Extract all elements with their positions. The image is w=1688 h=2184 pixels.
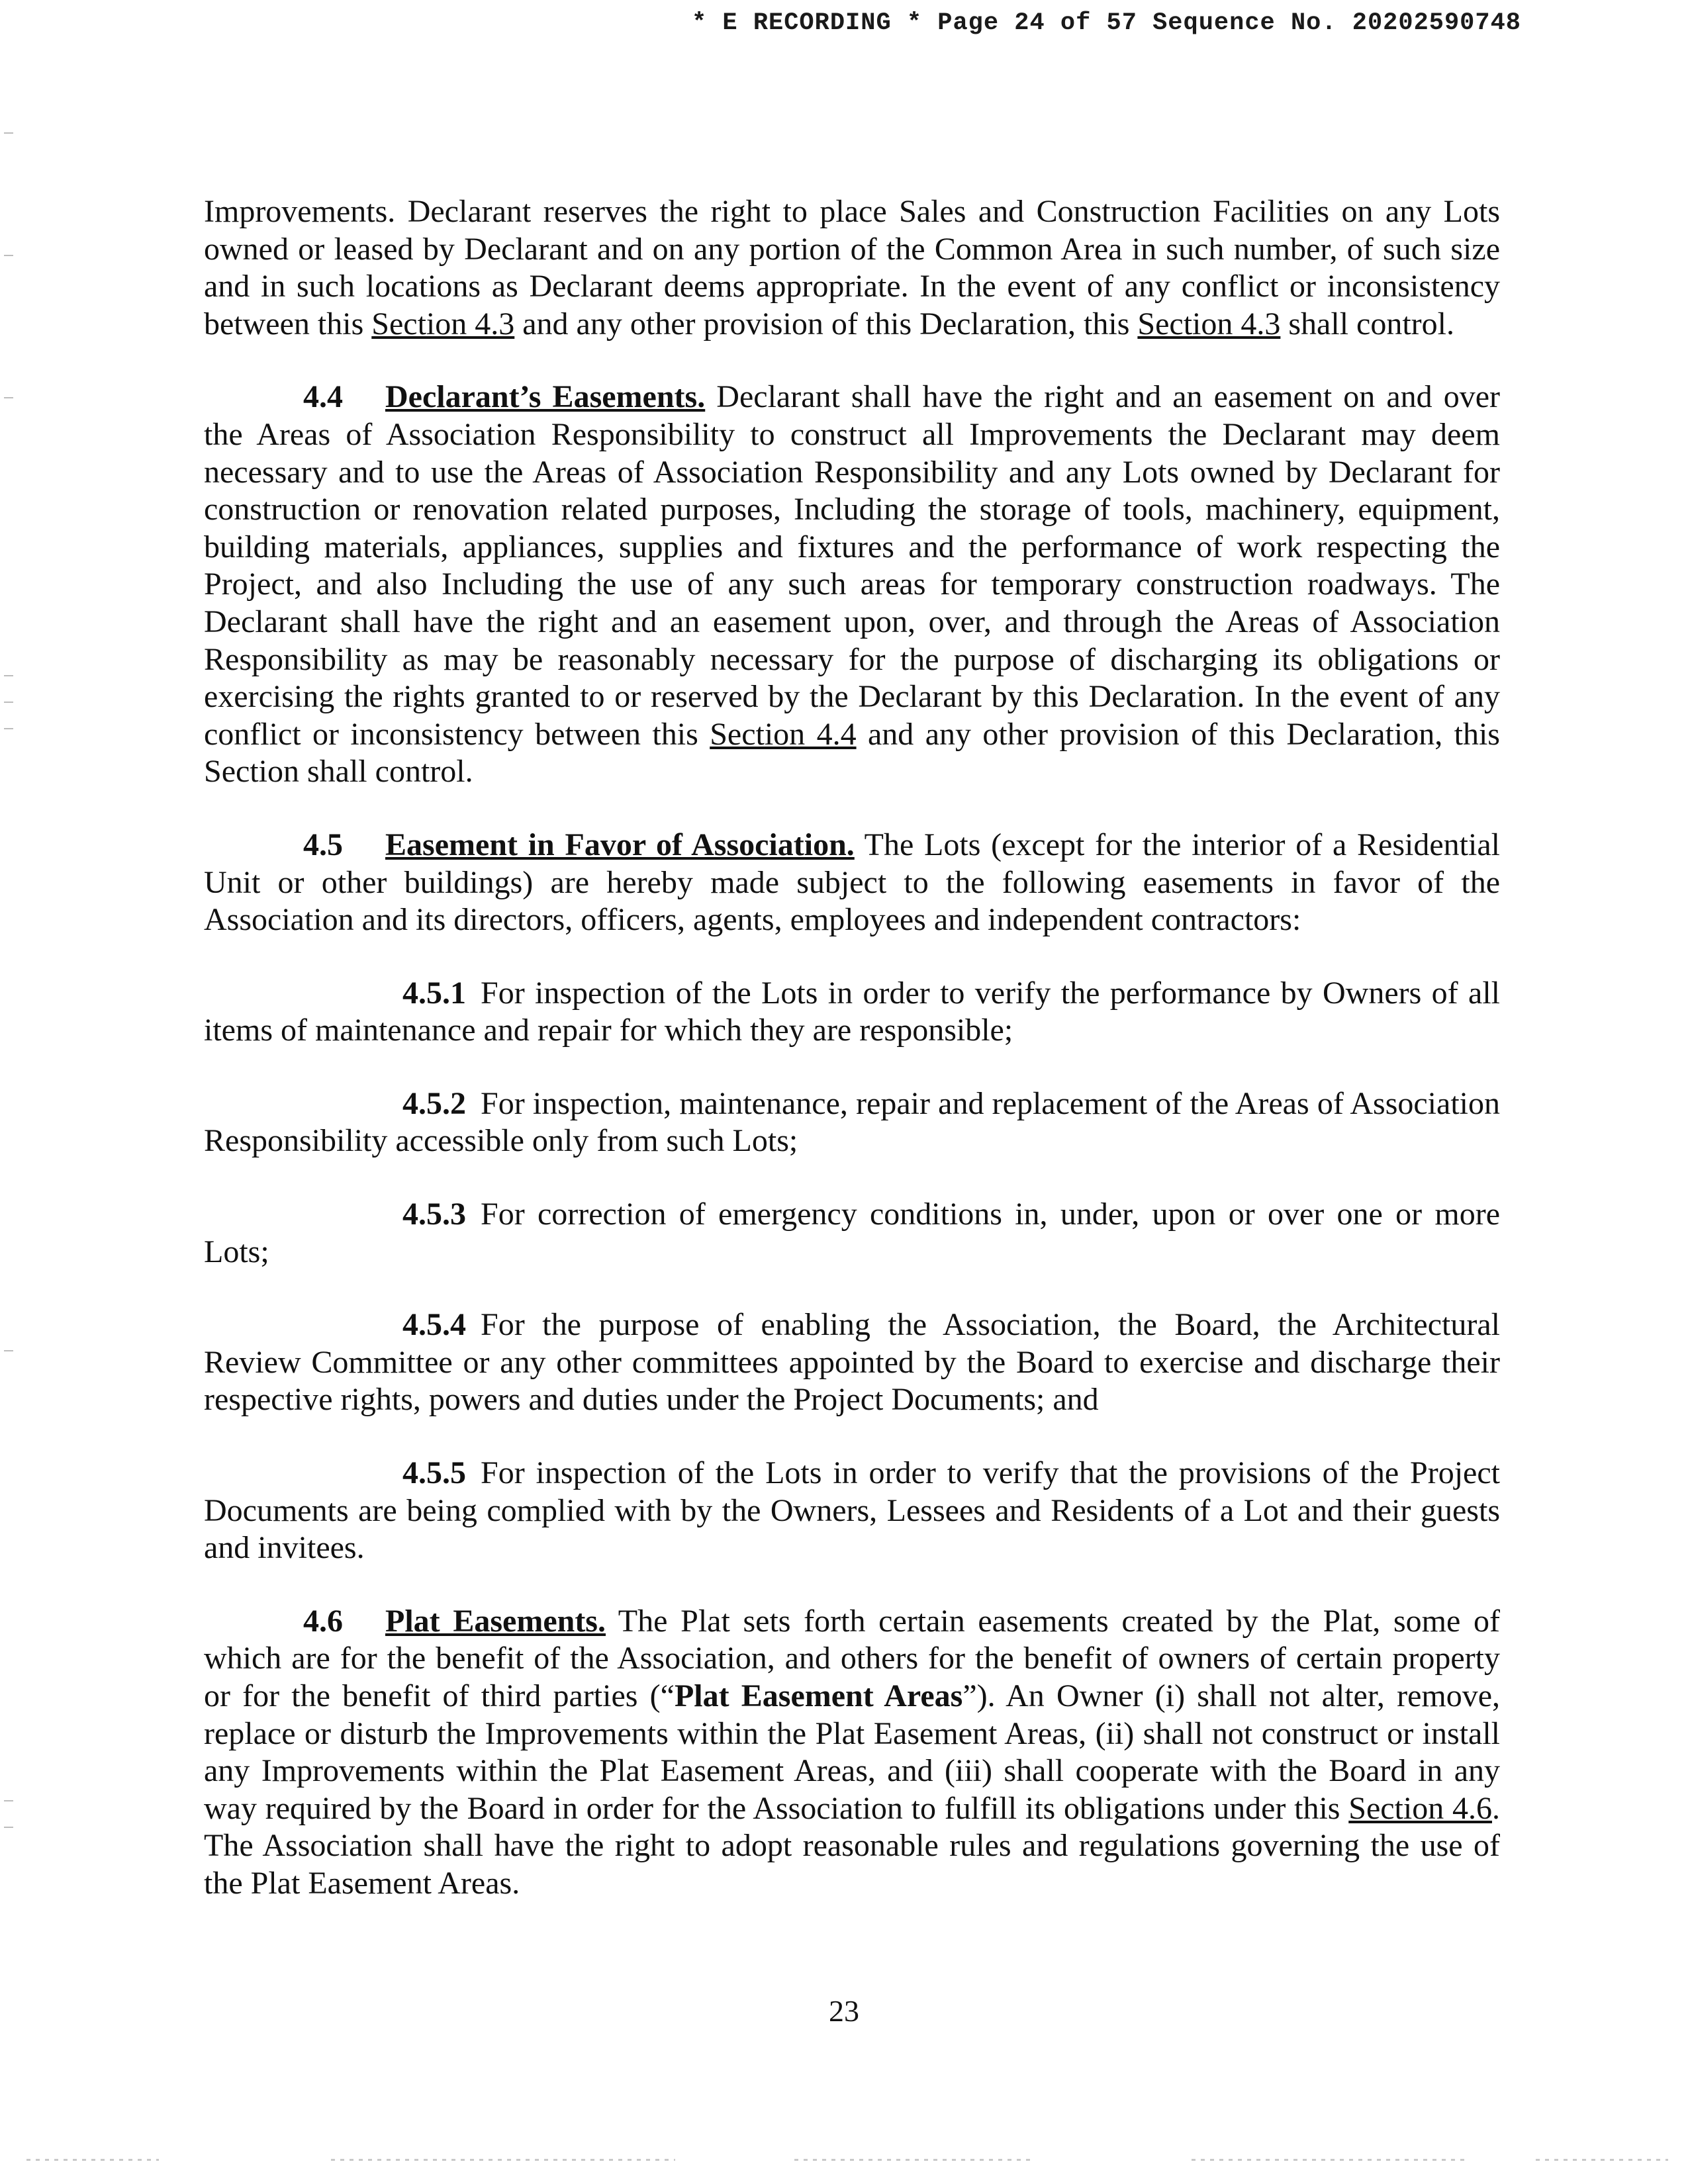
scan-footer-noise bbox=[1192, 2159, 1470, 2161]
paragraph-text: and any other provision of this Declaration, this bbox=[514, 306, 1138, 341]
scan-margin-mark bbox=[4, 132, 13, 134]
page-number: 23 bbox=[829, 1994, 859, 2028]
section-number: 4.5 bbox=[303, 827, 343, 862]
section-reference: Section 4.3 bbox=[1137, 306, 1281, 341]
subsection-4-5-1 bbox=[204, 975, 1500, 1050]
subsection-number: 4.5.5 bbox=[402, 1455, 466, 1491]
scan-margin-mark bbox=[4, 728, 13, 729]
document-body bbox=[204, 193, 1500, 1903]
scan-margin-mark bbox=[4, 397, 13, 398]
scan-footer-noise bbox=[26, 2159, 159, 2161]
scan-margin-mark bbox=[4, 255, 13, 256]
scan-margin-mark bbox=[4, 1350, 13, 1351]
paragraph-text: For inspection, maintenance, repair and replacement of the Areas of Association Responsibility accessible only from such Lots; bbox=[204, 1085, 1500, 1159]
paragraph-text: The Plat sets forth certain easements created by the Plat, some of which are for the benefit of the Association, and others for the benefit of owners of certain property or for the benefit of third parties (“ bbox=[204, 1603, 1500, 1713]
paragraph-text: and any other provision of this Declaration, this Section shall control. bbox=[204, 716, 1500, 790]
defined-term: Plat Easement Areas bbox=[674, 1678, 963, 1713]
paragraph-text: The Lots (except for the interior of a Residential Unit or other buildings) are hereby made subject to the following easements in favor of the Association and its directors, officers, agents, employees and independent contractors: bbox=[204, 827, 1500, 938]
subsection-4-5-3 bbox=[204, 1196, 1500, 1271]
recording-header: * E RECORDING * Page 24 of 57 Sequence No. 20202590748 bbox=[692, 9, 1521, 37]
paragraph-text: shall control. bbox=[1280, 306, 1454, 341]
section-number: 4.4 bbox=[303, 379, 343, 415]
section-heading: Declarant’s Easements. bbox=[385, 379, 706, 415]
scan-footer-noise bbox=[794, 2159, 1033, 2161]
paragraph-text: For the purpose of enabling the Association, the Board, the Architectural Review Committee or any other committees appointed by the Board to exercise and discharge their respective rights, powers and duties under the Project Documents; and bbox=[204, 1307, 1500, 1418]
scan-margin-mark bbox=[4, 1800, 13, 1801]
scan-margin-mark bbox=[4, 1827, 13, 1828]
section-heading: Plat Easements. bbox=[385, 1603, 606, 1639]
subsection-number: 4.5.2 bbox=[402, 1085, 466, 1121]
paragraph-section-4-3-continued bbox=[204, 193, 1500, 343]
subsection-number: 4.5.1 bbox=[402, 975, 466, 1011]
paragraph-text: For inspection of the Lots in order to verify that the provisions of the Project Documents are being complied with by the Owners, Lessees and Residents of a Lot and their guests and invitees. bbox=[204, 1455, 1500, 1566]
paragraph-text: For correction of emergency conditions in, under, upon or over one or more Lots; bbox=[204, 1197, 1500, 1269]
subsection-4-5-4 bbox=[204, 1306, 1500, 1419]
scan-margin-mark bbox=[4, 702, 13, 703]
section-reference: Section 4.4 bbox=[710, 716, 857, 752]
subsection-4-5-2 bbox=[204, 1085, 1500, 1160]
scan-footer-noise bbox=[1536, 2159, 1668, 2161]
subsection-4-5-5 bbox=[204, 1455, 1500, 1567]
scan-margin-mark bbox=[4, 675, 13, 676]
subsection-number: 4.5.3 bbox=[402, 1197, 466, 1232]
section-heading: Easement in Favor of Association. bbox=[385, 827, 855, 862]
section-reference: Section 4.6 bbox=[1348, 1790, 1492, 1826]
section-4-6 bbox=[204, 1603, 1500, 1903]
paragraph-text: . The Association shall have the right to adopt reasonable rules and regulations governing the use of the Plat Easement Areas. bbox=[204, 1790, 1500, 1901]
scan-footer-noise bbox=[331, 2159, 675, 2161]
section-4-4 bbox=[204, 379, 1500, 791]
paragraph-text: Improvements. Declarant reserves the right to place Sales and Construction Facilities on any Lots owned or leased by Declarant and on any portion of the Common Area in such number, of such size and in such locations as Declarant deems appropriate. In the event of any conflict or inconsistency between this bbox=[204, 194, 1500, 341]
paragraph-text: Declarant shall have the right and an easement on and over the Areas of Association Responsibility to construct all Improvements the Declarant may deem necessary and to use the Areas of Association Responsibility and any Lots owned by Declarant for construction or renovation related purposes, Including the storage of tools, machinery, equipment, building materials, appliances, supplies and fixtures and the performance of work respecting the Project, and also Including the use of any such areas for temporary construction roadways. The Declarant shall have the right and an easement upon, over, and through the Areas of Association Responsibility as may be reasonably necessary for the purpose of discharging its obligations or exercising the rights granted to or reserved by the Declarant by this Declaration. In the event of any conflict or inconsistency between this bbox=[204, 379, 1501, 752]
paragraph-text: For inspection of the Lots in order to verify the performance by Owners of all items of maintenance and repair for which they are responsible; bbox=[204, 975, 1500, 1048]
section-reference: Section 4.3 bbox=[371, 306, 515, 341]
subsection-number: 4.5.4 bbox=[402, 1307, 466, 1343]
section-number: 4.6 bbox=[303, 1603, 343, 1639]
paragraph-text: ”). An Owner (i) shall not alter, remove, replace or disturb the Improvements within the Plat Easement Areas, (ii) shall not construct or install any Improvements within the Plat Easement Areas, and (iii) shall cooperate with the Board in any way required by the Board in order for the Association to fulfill its obligations under this bbox=[204, 1678, 1501, 1826]
section-4-5 bbox=[204, 827, 1500, 939]
